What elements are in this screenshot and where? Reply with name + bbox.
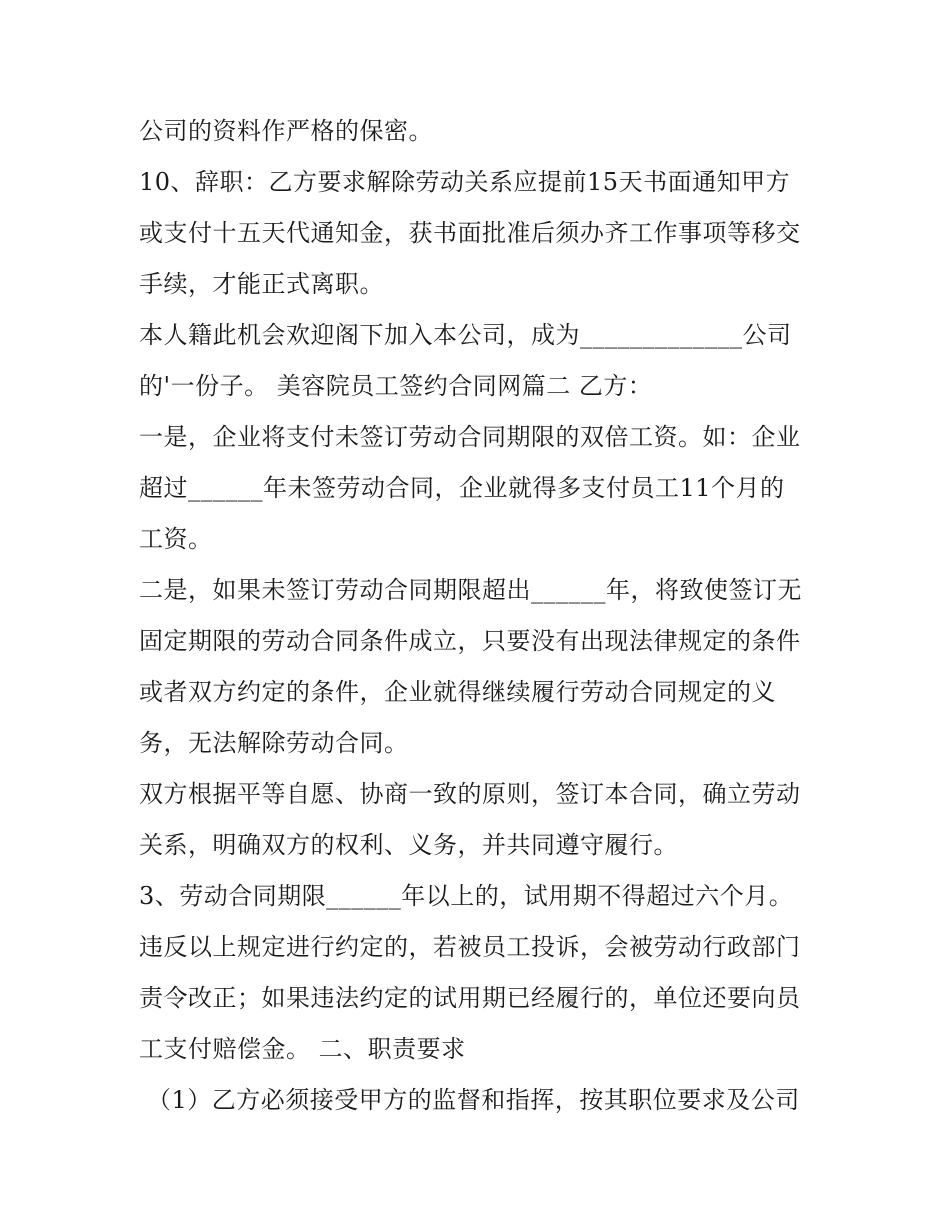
text-line-7: 一是，企业将支付未签订劳动合同期限的双倍工资。如：企业 <box>139 423 801 451</box>
text-line-19: 工支付赔偿金。 二、职责要求 <box>139 1035 466 1063</box>
text-line-9: 工资。 <box>139 525 213 553</box>
text-line-12: 或者双方约定的条件，企业就得继续履行劳动合同规定的义 <box>139 678 776 706</box>
document-body <box>139 106 819 1126</box>
text-line-16: 3、劳动合同期限______年以上的，试用期不得超过六个月。 <box>139 882 794 910</box>
text-line-14: 双方根据平等自愿、协商一致的原则，签订本合同，确立劳动 <box>139 780 801 808</box>
text-line-11: 固定期限的劳动合同条件成立，只要没有出现法律规定的条件 <box>139 627 801 655</box>
text-line-13: 务，无法解除劳动合同。 <box>139 729 409 757</box>
text-line-4: 手续，才能正式离职。 <box>139 270 384 298</box>
text-line-8: 超过______年未签劳动合同，企业就得多支付员工11个月的 <box>139 474 785 502</box>
text-line-20: （1）乙方必须接受甲方的监督和指挥，按其职位要求及公司 <box>147 1086 800 1114</box>
text-line-1: 公司的资料作严格的保密。 <box>139 117 433 145</box>
text-line-10: 二是，如果未签订劳动合同期限超出______年，将致使签订无 <box>139 576 802 604</box>
text-line-15: 关系，明确双方的权利、义务，并共同遵守履行。 <box>139 831 678 859</box>
text-line-6: 的'一份子。 美容院员工签约合同网篇二 乙方： <box>139 372 653 400</box>
text-line-2: 10、辞职：乙方要求解除劳动关系应提前15天书面通知甲方 <box>139 168 791 196</box>
text-line-5: 本人籍此机会欢迎阁下加入本公司，成为_____________公司 <box>139 321 792 349</box>
text-line-18: 责令改正；如果违法约定的试用期已经履行的，单位还要向员 <box>139 984 801 1012</box>
text-line-3: 或支付十五天代通知金，获书面批准后须办齐工作事项等移交 <box>139 219 801 247</box>
text-line-17: 违反以上规定进行约定的，若被员工投诉，会被劳动行政部门 <box>139 933 801 961</box>
